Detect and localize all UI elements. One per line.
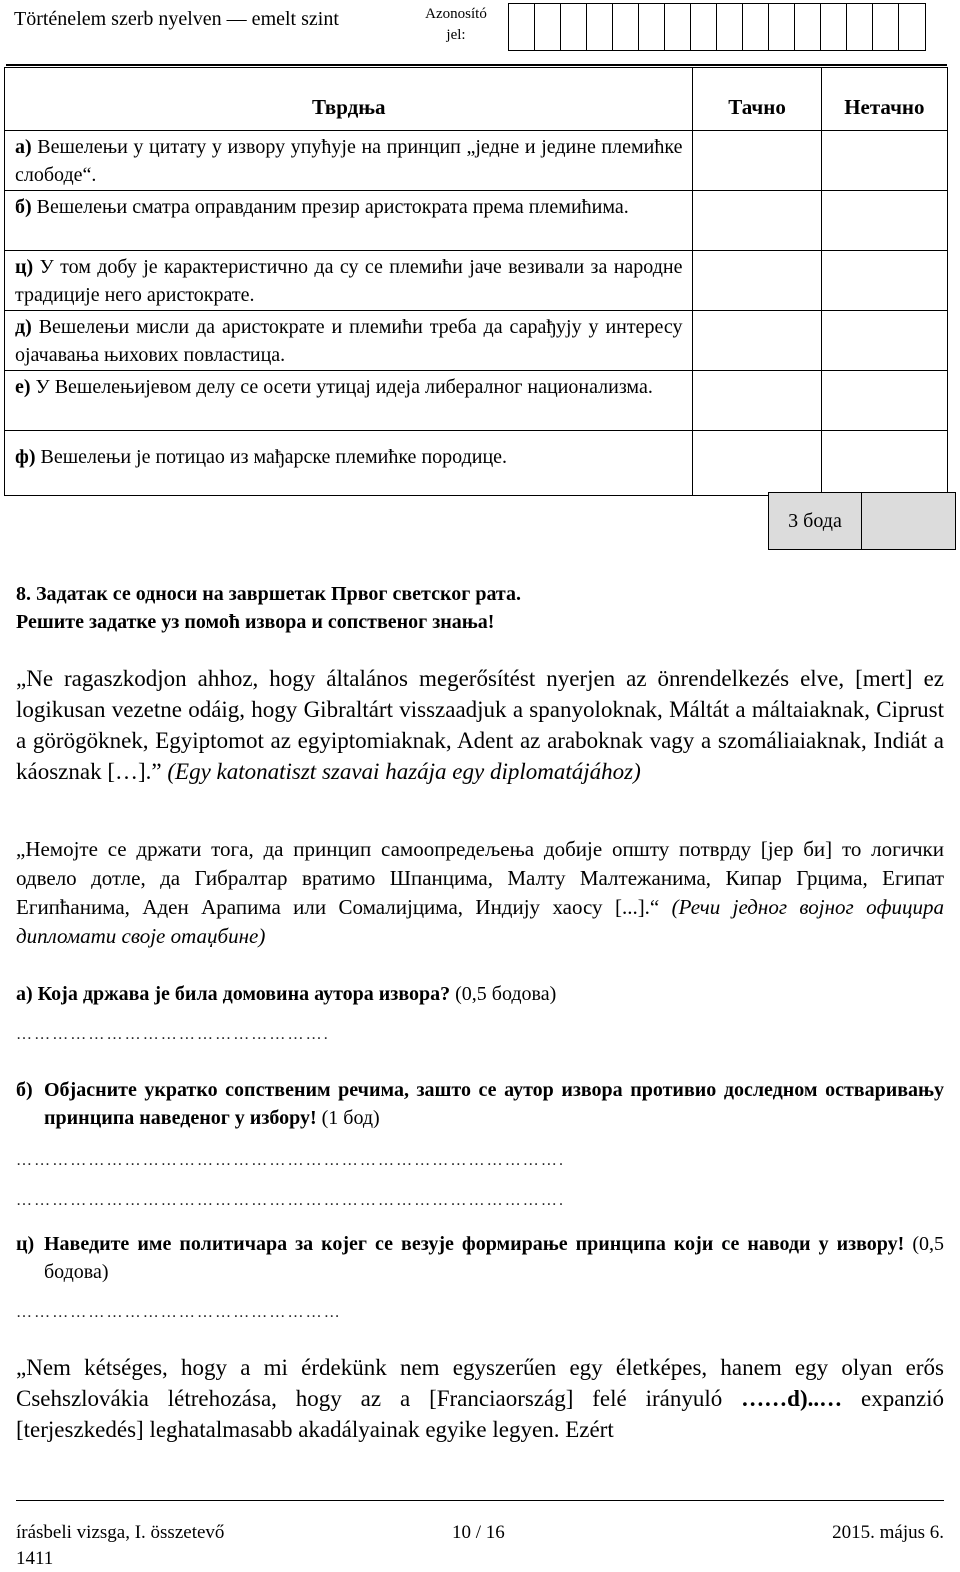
footer-divider <box>16 1500 944 1501</box>
false-answer-cell[interactable] <box>821 251 947 311</box>
true-answer-cell[interactable] <box>693 251 821 311</box>
points-box <box>768 492 956 550</box>
id-box[interactable] <box>587 4 613 50</box>
footer-exam-label: írásbeli vizsga, I. összetevő <box>16 1522 225 1543</box>
true-answer-cell[interactable] <box>693 371 821 431</box>
question-c-letter: ц) <box>16 1233 35 1255</box>
statement-text: У Вешелењијевом делу се осети утицај идеја либералног национализма. <box>35 376 653 398</box>
answer-line-c[interactable]: ……………………………………………… <box>16 1304 342 1321</box>
id-box[interactable] <box>613 4 639 50</box>
question-b <box>16 1076 944 1132</box>
footer-page-number: 10 / 16 <box>452 1522 505 1543</box>
answer-line-a[interactable]: ……………………………………………. <box>16 1026 330 1043</box>
source-hungarian-2 <box>16 1352 944 1445</box>
false-answer-cell[interactable] <box>821 431 947 496</box>
footer-code: 1411 <box>16 1548 54 1569</box>
id-code-boxes <box>508 3 926 51</box>
blank-d[interactable]: ……d)..… <box>741 1386 843 1411</box>
false-answer-cell[interactable] <box>821 371 947 431</box>
question-a-points: (0,5 бодова) <box>455 983 557 1005</box>
source-hungarian-text: „Ne ragaszkodjon ahhoz, hogy általános megerősítést nyerjen az önrendelkezés elve, [mert] ez logikusan vezetne odáig, hogy Gibraltárt visszaadjuk a spanyoloknak, Máltát a máltaiaknak, Ciprust a görögöknek, Egyiptomot az egyiptomiaknak, Adent az araboknak vagy a szomáliaiaknak, Indiát a káosznak […].” <box>16 666 944 784</box>
id-box[interactable] <box>717 4 743 50</box>
true-answer-cell[interactable] <box>693 131 821 191</box>
false-answer-cell[interactable] <box>821 311 947 371</box>
footer-date: 2015. május 6. <box>832 1522 944 1543</box>
table-row <box>5 191 948 251</box>
table-header-row <box>5 68 948 131</box>
statement-text: Вешелењи сматра оправданим презир аристократа према племићима. <box>36 196 629 218</box>
id-box[interactable] <box>847 4 873 50</box>
source-serbian-text: „Немојте се држати тога, да принцип самоопредељења добије општу потврду [јер би] то логички одвело дотле, да Гибралтар вратимо Шпанцима, Малту Малтежанима, Кипар Грцима, Египат Египћанима, Аден Арапима или Сомалијцима, Индију хаосу [...].“ <box>16 837 944 919</box>
task-8-line1: 8. Задатак се односи на завршетак Првог светског рата. <box>16 583 521 605</box>
table-row <box>5 251 948 311</box>
statement-cell <box>5 431 693 496</box>
id-box[interactable] <box>639 4 665 50</box>
question-b-points: (1 бод) <box>321 1107 380 1129</box>
source-serbian-attribution: (Речи једног војног официра дипломати своје отаџбине) <box>16 895 945 948</box>
true-answer-cell[interactable] <box>693 311 821 371</box>
true-answer-cell[interactable] <box>693 431 821 496</box>
statement-text: У том добу је карактеристично да су се племићи јаче везивали за народне традиције него аристократе. <box>15 256 683 306</box>
source-serbian <box>16 835 944 951</box>
statement-text: Вешелењи је потицао из мађарске племићке породице. <box>40 446 508 468</box>
statement-letter: е) <box>15 376 31 398</box>
statement-cell <box>5 251 693 311</box>
question-a-text: Која држава је била домовина аутора извора? <box>37 983 451 1005</box>
true-false-table <box>4 67 948 496</box>
false-answer-cell[interactable] <box>821 191 947 251</box>
table-row <box>5 431 948 496</box>
statement-cell <box>5 311 693 371</box>
id-box[interactable] <box>743 4 769 50</box>
points-score-field[interactable] <box>862 493 955 549</box>
id-box[interactable] <box>561 4 587 50</box>
question-c-text: Наведите име политичара за којег се везује формирање принципа који се наводи у извору! <box>44 1233 905 1255</box>
question-c <box>16 1230 944 1286</box>
statement-letter: д) <box>15 316 32 338</box>
table-row <box>5 371 948 431</box>
task-8-line2: Решите задатке уз помоћ извора и сопственог знања! <box>16 611 495 633</box>
true-answer-cell[interactable] <box>693 191 821 251</box>
col-true-header: Тачно <box>693 68 821 131</box>
question-b-letter: б) <box>16 1079 33 1101</box>
source-hungarian-2-part2: expanzió [terjeszkedés] leghatalmasabb akadályainak egyike legyen. Ezért <box>16 1386 945 1442</box>
source-hungarian-attribution: (Egy katonatiszt szavai hazája egy diplomatájához) <box>167 759 641 784</box>
statement-letter: ц) <box>15 256 34 278</box>
statement-letter: ф) <box>15 446 36 468</box>
statement-letter: б) <box>15 196 32 218</box>
question-c-points: (0,5 бодова) <box>44 1233 945 1283</box>
points-label: 3 бода <box>769 493 862 549</box>
id-label <box>414 4 498 46</box>
id-box[interactable] <box>873 4 899 50</box>
answer-line-b1[interactable]: ………………………………………………………………………………. <box>16 1152 566 1169</box>
id-box[interactable] <box>665 4 691 50</box>
question-a <box>16 980 944 1008</box>
id-box[interactable] <box>535 4 561 50</box>
id-label-line2: jel: <box>446 27 466 43</box>
question-b-block <box>16 1076 944 1132</box>
table-row <box>5 131 948 191</box>
header-divider <box>6 64 947 66</box>
id-box[interactable] <box>899 4 925 50</box>
id-box[interactable] <box>769 4 795 50</box>
statement-cell <box>5 191 693 251</box>
task-8-heading <box>16 580 521 636</box>
footer-left <box>16 1520 224 1572</box>
col-statement-header: Тврдња <box>5 68 693 131</box>
false-answer-cell[interactable] <box>821 131 947 191</box>
id-box[interactable] <box>509 4 535 50</box>
question-a-letter: а) <box>16 983 33 1005</box>
statement-cell <box>5 371 693 431</box>
col-false-header: Нетачно <box>821 68 947 131</box>
id-label-line1: Azonosító <box>425 6 487 22</box>
question-c-block <box>16 1230 944 1286</box>
table-row <box>5 311 948 371</box>
question-b-text: Објасните укратко сопственим речима, зашто се аутор извора противио доследном остваривању принципа наведеног у избору! <box>44 1079 944 1129</box>
statement-text: Вешелењи мисли да аристократе и племићи треба да сарађују у интересу ојачавања њихових повластица. <box>15 316 683 366</box>
question-c-body <box>44 1230 944 1286</box>
source-hungarian-2-part1: „Nem kétséges, hogy a mi érdekünk nem egyszerűen egy életképes, hanem egy olyan erős Csehszlovákia létrehozása, hogy az a [Franciaország] felé irányuló <box>16 1355 944 1411</box>
id-box[interactable] <box>691 4 717 50</box>
page-header-title: Történelem szerb nyelven — emelt szint <box>14 8 339 30</box>
question-b-body <box>44 1076 944 1132</box>
id-box[interactable] <box>795 4 821 50</box>
statement-text: Вешелењи у цитату у извору упућује на принцип „једне и једине племићке слободе“. <box>15 136 683 186</box>
source-hungarian <box>16 663 944 787</box>
id-box[interactable] <box>821 4 847 50</box>
answer-line-b2[interactable]: ………………………………………………………………………………. <box>16 1192 566 1209</box>
statement-cell <box>5 131 693 191</box>
statement-letter: а) <box>15 136 32 158</box>
